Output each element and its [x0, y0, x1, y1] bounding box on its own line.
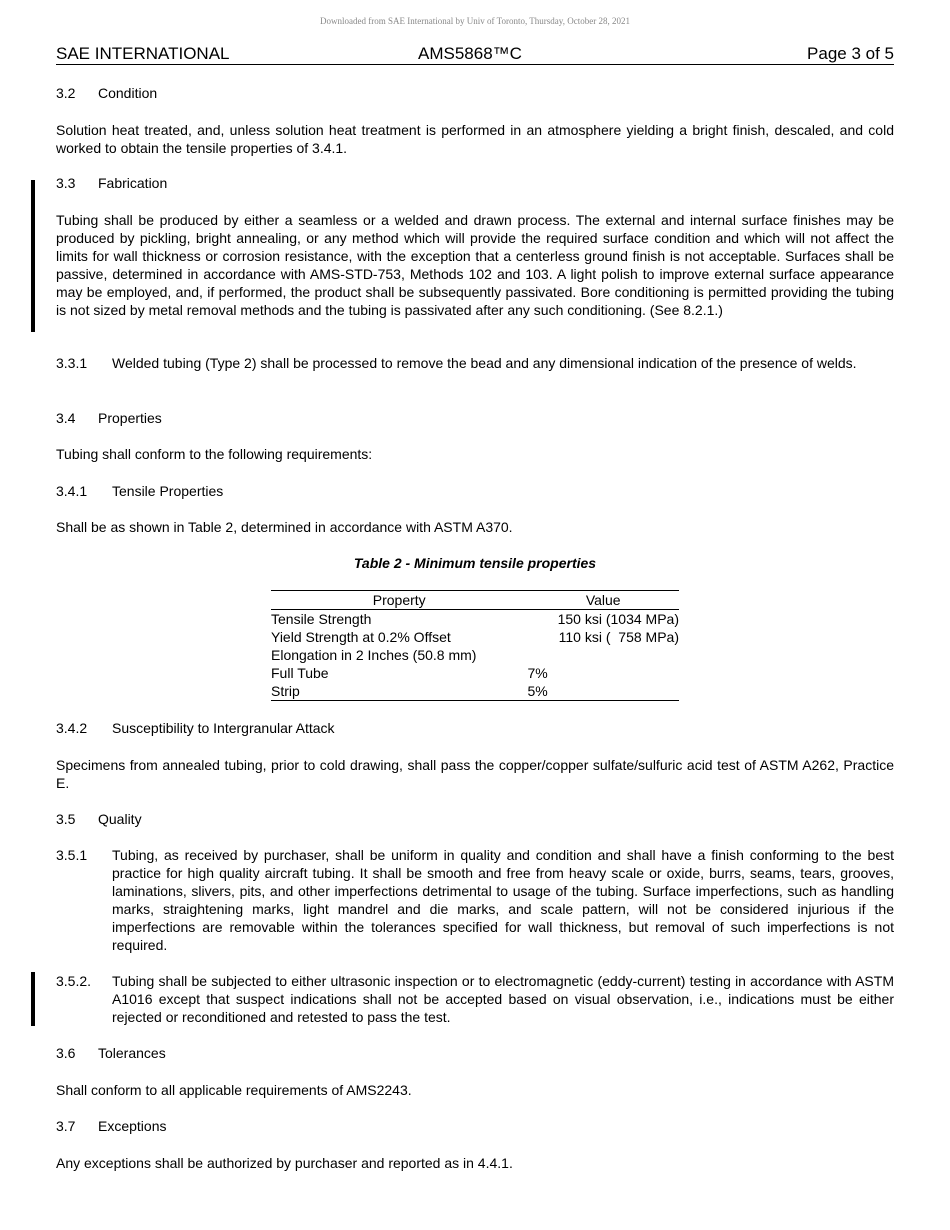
page-header [56, 44, 894, 65]
header-doc-number: AMS5868™C [418, 44, 522, 63]
subsection-paragraph: 3.3.1 Welded tubing (Type 2) shall be processed to remove the bead and any dimensional indication of the presence of welds. [56, 355, 857, 371]
section-body: Solution heat treated, and, unless solution heat treatment is performed in an atmosphere yielding a bright finish, descaled, and cold worked to obtain the tensile properties of 3.4.1. [56, 122, 894, 156]
section-heading: 3.4 Properties [56, 410, 162, 426]
section-body: Tubing shall conform to the following requirements: [56, 446, 373, 462]
table-row: Full Tube 7% [271, 665, 548, 681]
revision-change-bar [31, 180, 35, 332]
section-heading: 3.4.2 Susceptibility to Intergranular Attack [56, 720, 335, 736]
table-header-property: Property [271, 591, 527, 610]
section-heading: 3.5 Quality [56, 811, 142, 827]
header-org: SAE INTERNATIONAL [56, 44, 230, 63]
download-watermark: Downloaded from SAE International by Univ of Toronto, Thursday, October 28, 2021 [320, 16, 630, 26]
section-body: Specimens from annealed tubing, prior to cold drawing, shall pass the copper/copper sulfate/sulfuric acid test of ASTM A262, Practice E. [56, 757, 894, 791]
table-row: Elongation in 2 Inches (50.8 mm) [271, 647, 477, 663]
section-body: Any exceptions shall be authorized by purchaser and reported as in 4.4.1. [56, 1155, 513, 1171]
table-caption: Table 2 - Minimum tensile properties [353, 555, 597, 571]
header-page-number: Page 3 of 5 [807, 44, 894, 63]
section-heading: 3.4.1 Tensile Properties [56, 483, 224, 499]
revision-change-bar [31, 972, 35, 1026]
section-heading: 3.7 Exceptions [56, 1118, 167, 1134]
table-row: Yield Strength at 0.2% Offset 110 ksi ( 758 MPa) [271, 629, 679, 645]
table-row: Tensile Strength 150 ksi (1034 MPa) [271, 611, 679, 627]
section-heading: 3.3 Fabrication [56, 175, 168, 191]
section-heading: 3.2 Condition [56, 85, 158, 101]
table-header-value: Value [527, 591, 679, 610]
section-body: Shall be as shown in Table 2, determined in accordance with ASTM A370. [56, 519, 513, 535]
subsection-paragraph: 3.5.1 Tubing, as received by purchaser, shall be uniform in quality and condition and shall have a finish conforming to the best practice for high quality aircraft tubing. It shall be smooth and free from heavy scale or oxide, burrs, seams, tears, grooves, laminations, slivers, pits, and other imperfections detrimental to usage of the tubing. Surface imperfections, such as handling marks, straightening marks, light mandrel and die marks, and scale pattern, will not be considered injurious if the imperfections are removable within the tolerances specified for wall thickness, but removal of such imperfections is not required. [56, 847, 894, 953]
section-heading: 3.6 Tolerances [56, 1045, 166, 1061]
subsection-paragraph: 3.5.2. Tubing shall be subjected to either ultrasonic inspection or to electromagnetic (eddy-current) testing in accordance with ASTM A1016 except that suspect indications shall not be accepted based on visual observation, i.e., indications must be either rejected or reconditioned and retested to pass the test. [56, 973, 894, 1025]
table-row: Strip 5% [271, 682, 679, 701]
section-body: Tubing shall be produced by either a seamless or a welded and drawn process. The external and internal surface finishes may be produced by pickling, bright annealing, or any method which will provide the required surface condition and which will not affect the limits for wall thickness or corrosion resistance, with the exception that a centerless ground finish is not acceptable. Surfaces shall be passive, determined in accordance with AMS-STD-753, Methods 102 and 103. A light polish to improve external surface appearance may be employed, and, if performed, the product shall be subsequently passivated. Bore conditioning is permitted providing the tubing is not sized by metal removal methods and the tubing is passivated after any such conditioning. (See 8.2.1.) [56, 212, 894, 318]
section-body: Shall conform to all applicable requirements of AMS2243. [56, 1082, 412, 1098]
tensile-properties-table [271, 590, 679, 701]
